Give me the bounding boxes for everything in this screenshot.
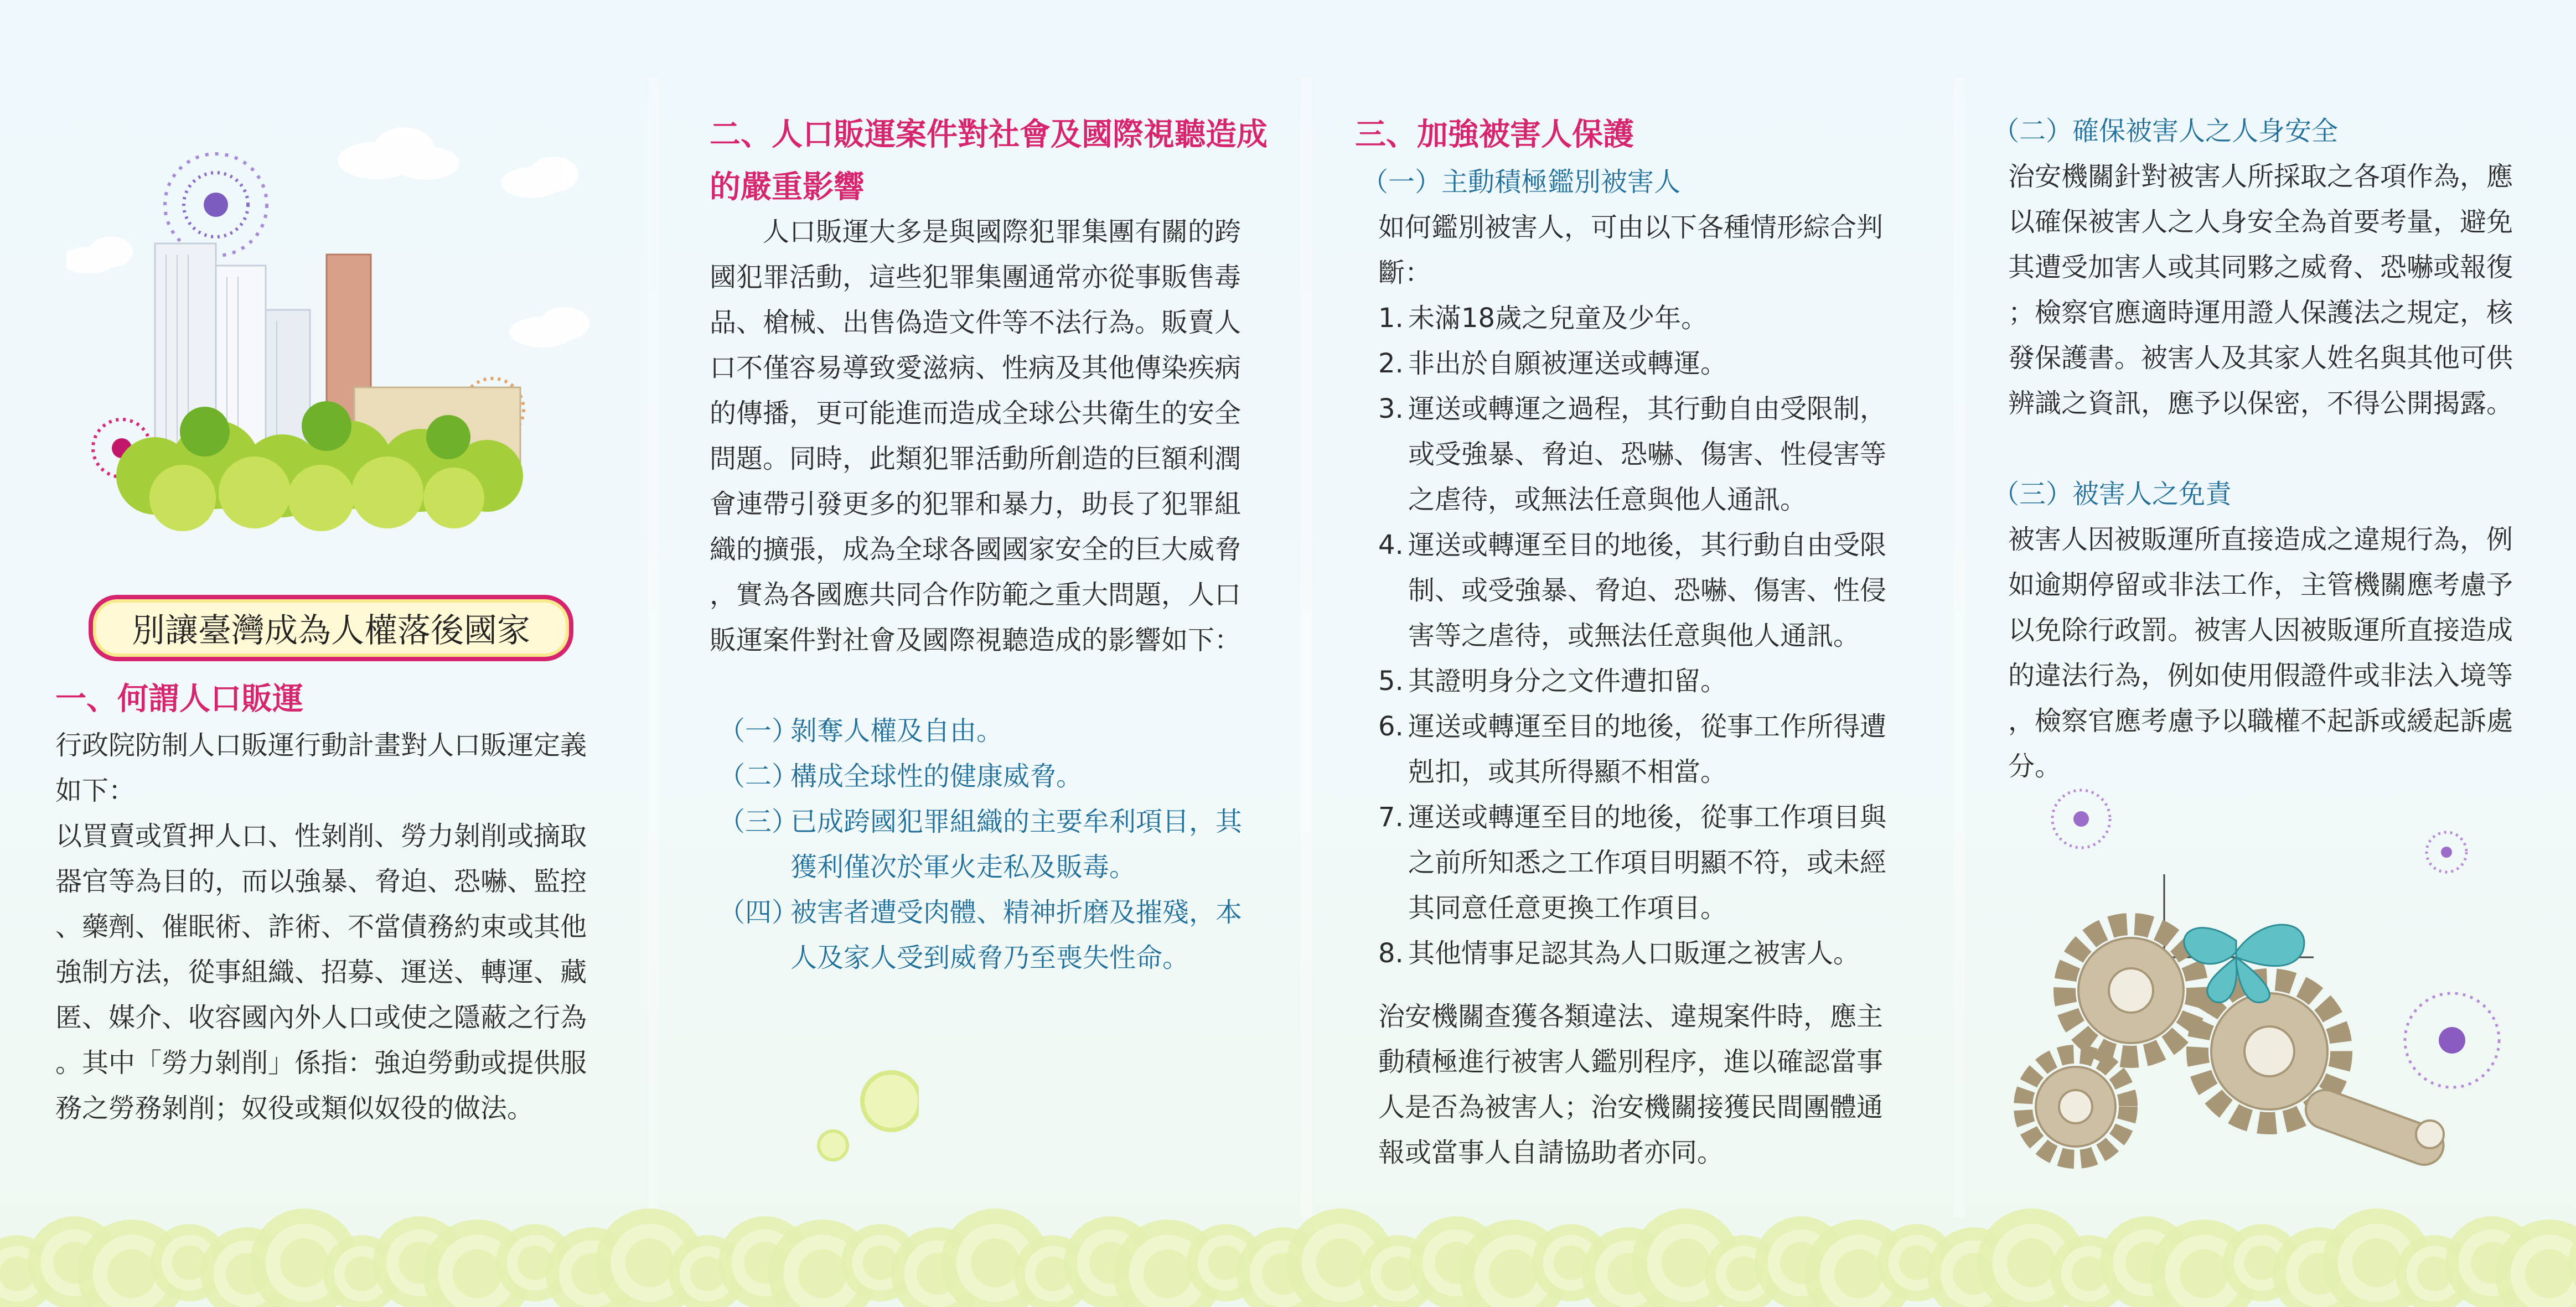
body-text (710, 209, 1241, 663)
impact-list (718, 708, 1242, 981)
text-line: 辨識之資訊，應予以保密，不得公開揭露。 (2008, 388, 2513, 419)
list-number: 2. (1378, 348, 1404, 379)
text-line: 會連帶引發更多的犯罪和暴力，助長了犯罪組 (710, 489, 1242, 520)
gears-illustration-icon (2004, 775, 2546, 1184)
panel-4 (1959, 0, 2576, 1307)
text-line: 人口販運大多是與國際犯罪集團有關的跨 (710, 216, 1242, 247)
list-number: （四） (718, 897, 799, 928)
text-line: 其同意任意更換工作項目。 (1408, 893, 1727, 924)
bubble (2525, 1249, 2574, 1298)
text-line: 販運案件對社會及國際視聽造成的影響如下： (710, 625, 1242, 656)
text-line: ；檢察官應適時運用證人保護法之規定，核 (2008, 297, 2513, 328)
text-line: 其他情事足認其為人口販運之被害人。 (1408, 938, 1860, 969)
list-item (1378, 658, 1886, 704)
text-line: 剋扣，或其所得顯不相當。 (1408, 756, 1727, 787)
list-number: 4. (1378, 530, 1404, 561)
sub-title: （三）被害人之免責 (1993, 479, 2232, 510)
list-item (1378, 341, 1886, 386)
body-text (2008, 154, 2513, 426)
text-line: 國犯罪活動，這些犯罪集團通常亦從事販售毒 (710, 262, 1242, 293)
text-line: 的傳播，更可能進而造成全球公共衛生的安全 (710, 398, 1242, 429)
list-item (1378, 931, 1886, 976)
text-line: 動積極進行被害人鑑別程序，進以確認當事 (1378, 1046, 1884, 1077)
list-number: 3. (1378, 393, 1404, 424)
list-number: 8. (1378, 938, 1404, 969)
section-title (710, 108, 1268, 214)
list-item (718, 799, 1242, 890)
text-line: 運送或轉運至目的地後，其行動自由受限 (1408, 530, 1887, 561)
text-line: ，檢察官應考慮予以職權不起訴或緩起訴處 (2008, 706, 2513, 737)
bubble (798, 1249, 847, 1298)
text-line: 。其中「勞力剝削」係指：強迫勞動或提供服 (55, 1047, 587, 1078)
list-number: 7. (1378, 802, 1404, 833)
list-item (1378, 386, 1886, 522)
text-line: 其遭受加害人或其同夥之威脅、恐嚇或報復 (2008, 252, 2513, 283)
criteria-list (1378, 295, 1886, 976)
bubble (1662, 1238, 1710, 1287)
text-line: 發保護書。被害人及其家人姓名與其他可供 (2008, 343, 2513, 374)
definition-text (55, 813, 587, 1131)
text-line: ，實為各國應共同合作防範之重大問題，人口 (710, 579, 1242, 610)
bubble (2352, 1238, 2401, 1287)
text-line: 獲利僅次於軍火走私及販毒。 (790, 852, 1136, 883)
panel-2 (653, 0, 1306, 1307)
text-line: 品、槍械、出售偽造文件等不法行為。販賣人 (710, 307, 1242, 338)
text-line: 治安機關針對被害人所採取之各項作為，應 (2008, 161, 2513, 192)
bubble (625, 1238, 674, 1287)
text-line: 被害者遭受肉體、精神折磨及摧殘，本 (790, 897, 1243, 928)
bubble-border-decoration (0, 1196, 2576, 1307)
text-line: 或受強暴、脅迫、恐嚇、傷害、性侵害等 (1408, 439, 1887, 470)
text-line: 以確保被害人之人身安全為首要考量，避免 (2008, 206, 2513, 237)
text-line: 之虐待，或無法任意與他人通訊。 (1408, 484, 1807, 515)
text-line: 如下： (55, 775, 136, 806)
text-line: 運送或轉運至目的地後，從事工作所得遭 (1408, 711, 1887, 742)
text-line: 、藥劑、催眠術、詐術、不當債務約束或其他 (55, 911, 587, 942)
panel-3 (1306, 0, 1959, 1307)
bubble-decoration-icon (808, 1062, 919, 1173)
text-line: 強制方法，從事組織、招募、運送、轉運、藏 (55, 957, 587, 988)
text-line: 如逾期停留或非法工作，主管機關應考慮予 (2008, 569, 2513, 600)
banner: 別讓臺灣成為人權落後國家 (89, 595, 573, 661)
bubble (2180, 1249, 2228, 1298)
list-number: 5. (1378, 666, 1404, 697)
list-number: （三） (718, 806, 799, 837)
text-line: 已成跨國犯罪組織的主要牟利項目，其 (790, 806, 1243, 837)
text-line: 問題。同時，此類犯罪活動所創造的巨額利潤 (710, 443, 1242, 474)
intro-text (1378, 205, 1883, 295)
bubble (2007, 1238, 2056, 1287)
bubble (1489, 1249, 1538, 1298)
bubble (280, 1238, 329, 1287)
text-line: 非出於自願被運送或轉運。 (1408, 348, 1727, 379)
text-line: 分。 (2008, 751, 2062, 782)
text-line: 以買賣或質押人口、性剝削、勞力剝削或摘取 (55, 821, 587, 852)
list-item (718, 890, 1242, 981)
text-line: 人是否為被害人；治安機關接獲民間團體通 (1378, 1092, 1884, 1123)
title-line: 的嚴重影響 (710, 169, 865, 205)
text-line: 報或當事人自請協助者亦同。 (1378, 1137, 1724, 1168)
list-item (1378, 795, 1886, 931)
text-line: 匿、媒介、收容國內外人口或使之隱蔽之行為 (55, 1002, 587, 1033)
list-number: （一） (718, 715, 799, 746)
list-number: 6. (1378, 711, 1404, 742)
text-line: 口不僅容易導致愛滋病、性病及其他傳染疾病 (710, 352, 1242, 383)
text-line: 運送或轉運之過程，其行動自由受限制， (1408, 393, 1887, 424)
list-number: 1. (1378, 303, 1404, 334)
text-line: 構成全球性的健康威脅。 (790, 761, 1083, 792)
panel-1 (0, 0, 653, 1307)
bubble (107, 1249, 156, 1298)
closing-text (1378, 994, 1883, 1175)
text-line: 治安機關查獲各類違法、違規案件時，應主 (1378, 1001, 1884, 1032)
text-line: 運送或轉運至目的地後，從事工作項目與 (1408, 802, 1887, 833)
section-title: 一、何謂人口販運 (55, 681, 303, 717)
city-illustration-icon (66, 111, 620, 531)
text-line: 以免除行政罰。被害人因被販運所直接造成 (2008, 615, 2513, 646)
text-line: 制、或受強暴、脅迫、恐嚇、傷害、性侵 (1408, 575, 1887, 606)
text-line: 器官等為目的，而以強暴、脅迫、恐嚇、監控 (55, 866, 587, 897)
text-line: 未滿18歲之兒童及少年。 (1408, 303, 1708, 334)
text-line: 行政院防制人口販運行動計畫對人口販運定義 (55, 730, 587, 761)
bubble (1834, 1249, 1883, 1298)
text-line: 的違法行為，例如使用假證件或非法入境等 (2008, 660, 2513, 691)
list-item (718, 708, 1242, 754)
text-line: 織的擴張，成為全球各國國家安全的巨大威脅 (710, 534, 1242, 565)
text-line: 務之勞務剝削；奴役或類似奴役的做法。 (55, 1093, 534, 1124)
list-item (1378, 704, 1886, 795)
text-line: 剝奪人權及自由。 (790, 715, 1003, 746)
title-line: 二、人口販運案件對社會及國際視聽造成 (710, 117, 1268, 153)
section-title: 三、加強被害人保護 (1355, 117, 1634, 153)
list-item (718, 754, 1242, 799)
intro-text (55, 723, 587, 813)
text-line: 之前所知悉之工作項目明顯不符，或未經 (1408, 847, 1887, 878)
list-number: （二） (718, 761, 799, 792)
text-line: 其證明身分之文件遭扣留。 (1408, 666, 1727, 697)
bubble (1316, 1238, 1365, 1287)
sub-title: （二）確保被害人之人身安全 (1993, 116, 2339, 147)
bubble (453, 1249, 501, 1298)
text-line: 害等之虐待，或無法任意與他人通訊。 (1408, 620, 1860, 651)
list-item (1378, 295, 1886, 341)
bubble (1144, 1249, 1192, 1298)
text-line: 如何鑑別被害人，可由以下各種情形綜合判 (1378, 212, 1884, 243)
body-text (2008, 517, 2513, 789)
list-item (1378, 522, 1886, 658)
text-line: 被害人因被販運所直接造成之違規行為，例 (2008, 524, 2513, 555)
sub-title: （一）主動積極鑑別被害人 (1362, 167, 1681, 198)
text-line: 人及家人受到威脅乃至喪失性命。 (790, 942, 1189, 973)
bubble (971, 1238, 1020, 1287)
text-line: 斷： (1378, 257, 1432, 288)
